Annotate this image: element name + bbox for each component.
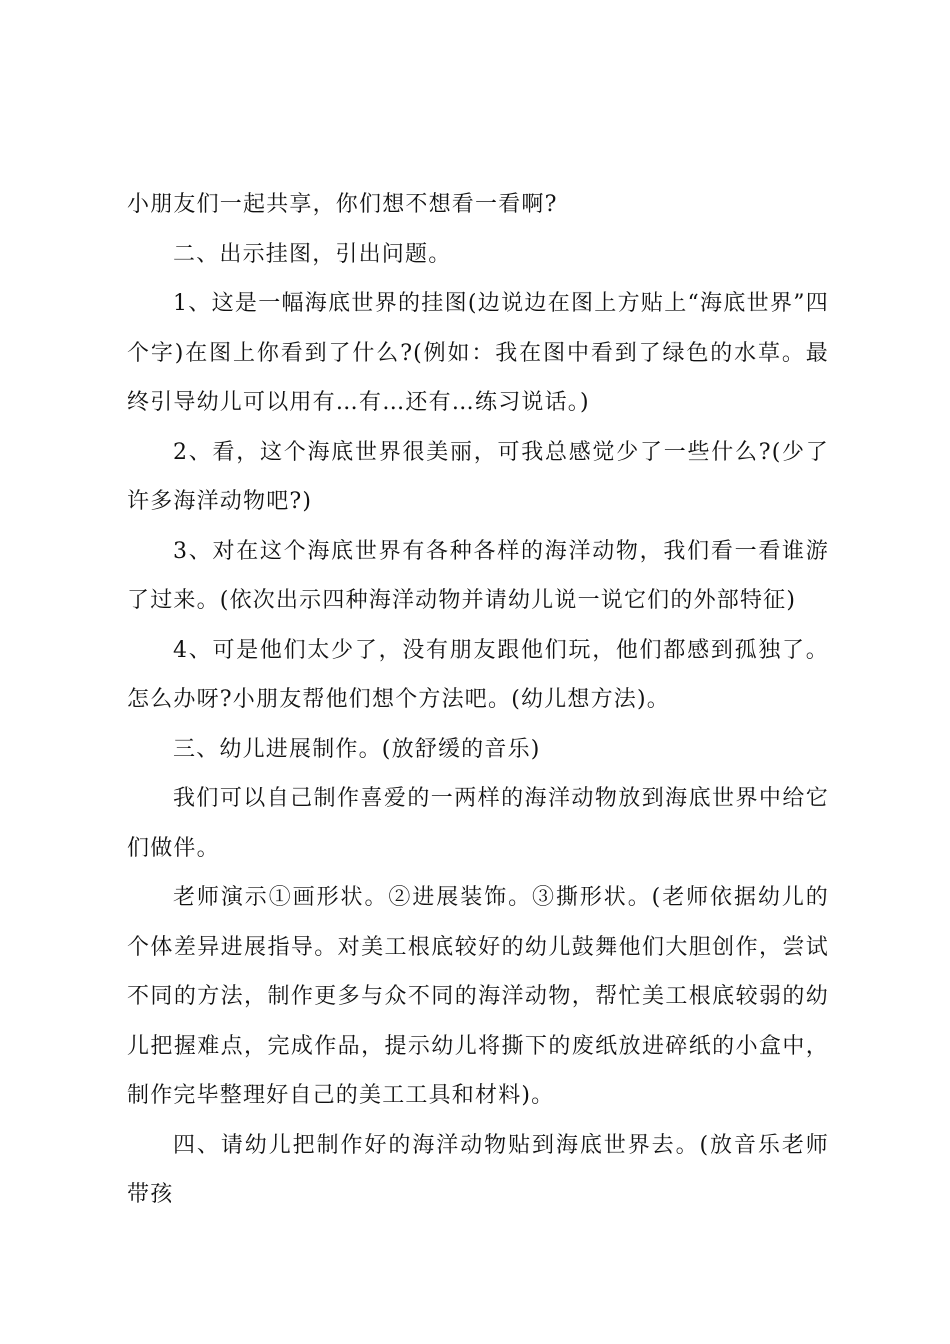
paragraph-item-4: 4、可是他们太少了，没有朋友跟他们玩，他们都感到孤独了。怎么办呀?小朋友帮他们想个方法吧。(幼儿想方法)。 [127,637,829,712]
paragraph-continuation: 小朋友们一起共享，你们想不想看一看啊? [127,192,558,217]
paragraph-item-3: 3、对在这个海底世界有各种各样的海洋动物，我们看一看谁游了过来。(依次出示四种海洋动物并请幼儿说一说它们的外部特征) [127,538,829,613]
section-heading-3: 三、幼儿进展制作。(放舒缓的音乐) [173,736,541,762]
paragraph-demo: 老师演示①画形状。②进展装饰。③撕形状。(老师依据幼儿的个体差异进展指导。对美工根底较好的幼儿鼓舞他们大胆创作，尝试不同的方法，制作更多与众不同的海洋动物，帮忙美工根底较弱的幼儿把握难点，完成作品，提示幼儿将撕下的废纸放进碎纸的小盒中，制作完毕整理好自己的美工工具和材料)。 [127,885,829,1108]
paragraph-making: 我们可以自己制作喜爱的一两样的海洋动物放到海底世界中给它们做伴。 [127,786,829,861]
document-body [127,180,829,1220]
section-heading-2: 二、出示挂图，引出问题。 [173,241,452,267]
paragraph-item-1: 1、这是一幅海底世界的挂图(边说边在图上方贴上“海底世界”四个字)在图上你看到了什么?(例如：我在图中看到了绿色的水草。最终引导幼儿可以用有…有…还有…练习说话。) [127,291,829,415]
section-heading-4: 四、请幼儿把制作好的海洋动物贴到海底世界去。(放音乐老师带孩 [127,1132,829,1207]
paragraph-item-2: 2、看，这个海底世界很美丽，可我总感觉少了一些什么?(少了许多海洋动物吧?) [127,439,829,514]
